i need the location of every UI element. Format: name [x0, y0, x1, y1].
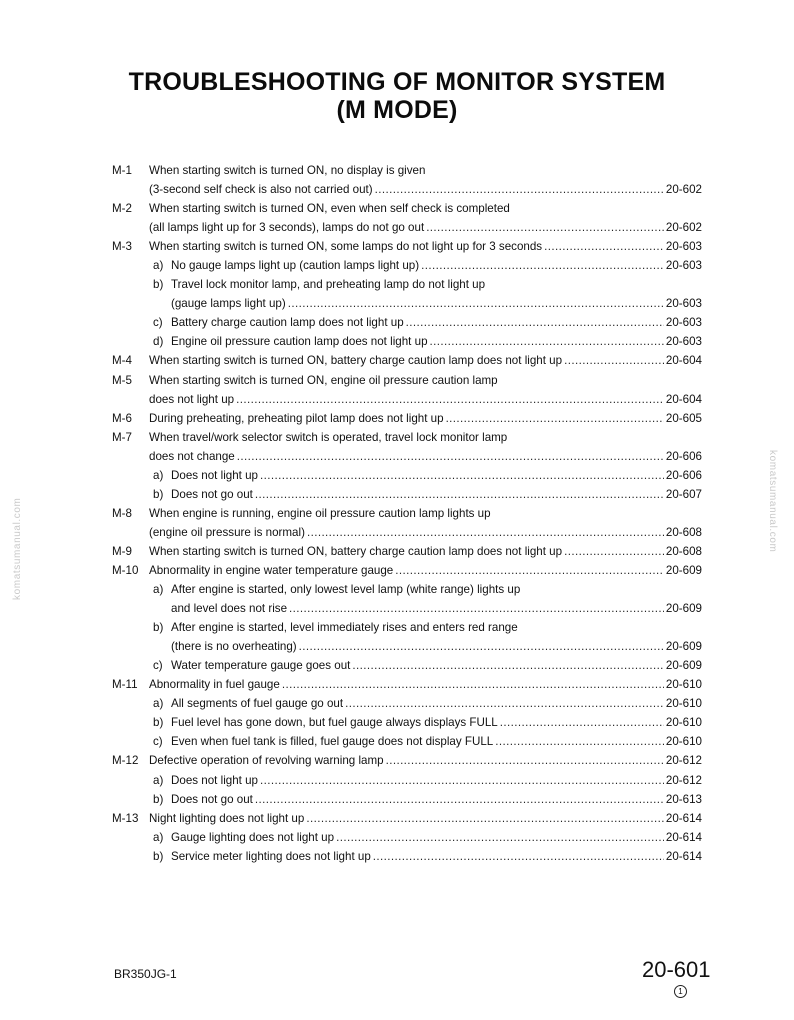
toc-item-label: b) — [153, 621, 164, 635]
toc-entry — [112, 161, 702, 180]
toc-page-ref: 20-603 — [665, 335, 702, 349]
toc-page-ref: 20-606 — [665, 468, 702, 482]
toc-text: When starting switch is turned ON, battery charge caution lamp does not light up — [149, 354, 563, 368]
toc-code: M-6 — [112, 411, 132, 425]
toc-entry — [112, 732, 702, 751]
toc-page-ref: 20-603 — [665, 316, 702, 330]
dot-leader — [255, 485, 664, 504]
dot-leader — [406, 313, 664, 332]
toc-page-ref: 20-612 — [665, 754, 702, 768]
toc-entry — [112, 466, 702, 485]
toc-item-label: b) — [153, 487, 164, 501]
toc-code: M-1 — [112, 164, 132, 177]
dot-leader — [430, 332, 664, 351]
toc-text: and level does not rise — [171, 602, 288, 616]
dot-leader — [288, 294, 664, 313]
toc-entry — [112, 523, 702, 542]
toc-item-label: b) — [153, 849, 164, 863]
toc-code: M-4 — [112, 354, 132, 368]
dot-leader — [345, 694, 664, 713]
toc-text: No gauge lamps light up (caution lamps light up) — [171, 259, 420, 273]
toc-page-ref: 20-613 — [665, 792, 702, 806]
dot-leader — [544, 237, 664, 256]
toc-code: M-3 — [112, 240, 132, 254]
toc-entry — [112, 428, 702, 447]
toc-page-ref: 20-609 — [665, 640, 702, 654]
toc-page-ref: 20-607 — [665, 487, 702, 501]
model-code: BR350JG-1 — [114, 967, 177, 981]
dot-leader — [237, 447, 664, 466]
toc-text: Engine oil pressure caution lamp does not light up — [171, 335, 428, 349]
toc-page-ref: 20-603 — [665, 240, 702, 254]
toc-text: Does not go out — [171, 487, 253, 501]
toc-page-ref: 20-610 — [665, 678, 702, 692]
watermark-right: komatsumanual.com — [767, 450, 778, 553]
toc-item-label: c) — [153, 735, 163, 749]
dot-leader — [260, 771, 664, 790]
dot-leader — [426, 218, 664, 237]
toc-page-ref: 20-602 — [665, 221, 702, 235]
toc-entry — [112, 294, 702, 313]
toc-text: When travel/work selector switch is operated, travel lock monitor lamp — [149, 430, 508, 444]
toc-entry — [112, 618, 702, 637]
toc-entry — [112, 313, 702, 332]
toc-text: Does not go out — [171, 792, 253, 806]
toc-text: Service meter lighting does not light up — [171, 849, 371, 863]
toc-page-ref: 20-605 — [665, 411, 702, 425]
dot-leader — [375, 180, 664, 199]
toc-code: M-10 — [112, 563, 139, 577]
toc-code: M-8 — [112, 506, 132, 520]
dot-leader — [336, 828, 664, 847]
toc-entry — [112, 256, 702, 275]
toc-entry — [112, 675, 702, 694]
dot-leader — [500, 713, 664, 732]
toc-text: After engine is started, level immediately rises and enters red range — [171, 621, 518, 635]
dot-leader — [307, 523, 664, 542]
toc-entry — [112, 218, 702, 237]
toc-text: When starting switch is turned ON, engine oil pressure caution lamp — [149, 373, 498, 387]
toc-text: Does not light up — [171, 773, 259, 787]
toc-text: Night lighting does not light up — [149, 811, 305, 825]
page-subtitle: (M MODE) — [336, 96, 458, 124]
toc-item-label: d) — [153, 335, 164, 349]
toc-entry — [112, 180, 702, 199]
toc-item-label: a) — [153, 259, 164, 273]
toc-entry — [112, 447, 702, 466]
toc-page-ref: 20-608 — [665, 544, 702, 558]
toc-text: Even when fuel tank is filled, fuel gauge does not display FULL — [171, 735, 494, 749]
toc-code: M-12 — [112, 754, 139, 768]
toc-item-label: b) — [153, 792, 164, 806]
toc-entry — [112, 751, 702, 770]
dot-leader — [495, 732, 664, 751]
toc-entry — [112, 847, 702, 866]
dot-leader — [289, 599, 664, 618]
toc-entry — [112, 637, 702, 656]
dot-leader — [255, 790, 664, 809]
toc-item-label: b) — [153, 716, 164, 730]
toc-entry — [112, 237, 702, 256]
toc-page-ref: 20-608 — [665, 525, 702, 539]
dot-leader — [395, 561, 664, 580]
toc-text: Gauge lighting does not light up — [171, 830, 335, 844]
toc-item-label: a) — [153, 830, 164, 844]
toc-item-label: c) — [153, 659, 163, 673]
toc-text: (all lamps light up for 3 seconds), lamps do not go out — [149, 221, 425, 235]
dot-leader — [236, 390, 664, 409]
toc-text: After engine is started, only lowest level lamp (white range) lights up — [171, 583, 521, 597]
toc-page-ref: 20-604 — [665, 392, 702, 406]
toc-code: M-7 — [112, 430, 132, 444]
toc-entry — [112, 694, 702, 713]
toc-entry — [112, 542, 702, 561]
toc-text: When starting switch is turned ON, battery charge caution lamp does not light up — [149, 544, 563, 558]
toc-page-ref: 20-610 — [665, 735, 702, 749]
dot-leader — [352, 656, 664, 675]
toc-page-ref: 20-612 — [665, 773, 702, 787]
toc-text: All segments of fuel gauge go out — [171, 697, 344, 711]
toc-text: does not change — [149, 449, 235, 463]
dot-leader — [564, 351, 664, 370]
toc-text: When starting switch is turned ON, even when self check is completed — [149, 202, 510, 216]
table-of-contents — [112, 161, 702, 866]
toc-text: Defective operation of revolving warning lamp — [149, 754, 384, 768]
toc-text: (gauge lamps light up) — [171, 297, 286, 311]
toc-page-ref: 20-609 — [665, 563, 702, 577]
toc-item-label: c) — [153, 316, 163, 330]
toc-text: Abnormality in engine water temperature gauge — [149, 563, 394, 577]
toc-item-label: a) — [153, 773, 164, 787]
toc-entry — [112, 199, 702, 218]
dot-leader — [299, 637, 664, 656]
toc-text: Travel lock monitor lamp, and preheating lamp do not light up — [171, 278, 486, 292]
page-number: 20-601 — [642, 957, 711, 982]
toc-text: Does not light up — [171, 468, 259, 482]
toc-entry — [112, 580, 702, 599]
toc-code: M-2 — [112, 202, 132, 216]
toc-item-label: b) — [153, 278, 164, 292]
toc-text: Water temperature gauge goes out — [171, 659, 351, 673]
toc-entry — [112, 371, 702, 390]
toc-code: M-9 — [112, 544, 132, 558]
toc-text: does not light up — [149, 392, 235, 406]
toc-entry — [112, 485, 702, 504]
toc-entry — [112, 561, 702, 580]
toc-page-ref: 20-603 — [665, 259, 702, 273]
toc-code: M-13 — [112, 811, 139, 825]
dot-leader — [260, 466, 664, 485]
toc-page-ref: 20-614 — [665, 830, 702, 844]
toc-entry — [112, 409, 702, 428]
dot-leader — [421, 256, 664, 275]
dot-leader — [306, 809, 664, 828]
toc-entry — [112, 771, 702, 790]
dot-leader — [282, 675, 664, 694]
toc-item-label: a) — [153, 697, 164, 711]
dot-leader — [386, 751, 664, 770]
toc-text: When starting switch is turned ON, no display is given — [149, 164, 426, 177]
toc-entry — [112, 504, 702, 523]
toc-page-ref: 20-606 — [665, 449, 702, 463]
toc-entry — [112, 713, 702, 732]
dot-leader — [446, 409, 664, 428]
toc-text: When starting switch is turned ON, some lamps do not light up for 3 seconds — [149, 240, 543, 254]
toc-text: (3-second self check is also not carried out) — [149, 183, 373, 197]
toc-text: Abnormality in fuel gauge — [149, 678, 280, 692]
toc-entry — [112, 599, 702, 618]
toc-page-ref: 20-609 — [665, 602, 702, 616]
toc-page-ref: 20-602 — [665, 183, 702, 197]
toc-page-ref: 20-614 — [665, 849, 702, 863]
dot-leader — [564, 542, 664, 561]
toc-entry — [112, 790, 702, 809]
watermark-left: komatsumanual.com — [12, 497, 23, 600]
revision-mark: 1 — [674, 985, 687, 998]
toc-text: (engine oil pressure is normal) — [149, 525, 305, 539]
dot-leader — [373, 847, 664, 866]
toc-page-ref: 20-610 — [665, 716, 702, 730]
toc-entry — [112, 656, 702, 675]
toc-page-ref: 20-610 — [665, 697, 702, 711]
toc-code: M-5 — [112, 373, 132, 387]
toc-entry — [112, 809, 702, 828]
toc-entry — [112, 351, 702, 370]
toc-item-label: a) — [153, 583, 164, 597]
toc-page-ref: 20-604 — [665, 354, 702, 368]
toc-entry — [112, 275, 702, 294]
toc-page-ref: 20-603 — [665, 297, 702, 311]
toc-text: Battery charge caution lamp does not light up — [171, 316, 404, 330]
toc-text: (there is no overheating) — [171, 640, 297, 654]
toc-text: During preheating, preheating pilot lamp does not light up — [149, 411, 444, 425]
toc-item-label: a) — [153, 468, 164, 482]
toc-entry — [112, 390, 702, 409]
toc-page-ref: 20-609 — [665, 659, 702, 673]
toc-text: Fuel level has gone down, but fuel gauge always displays FULL — [171, 716, 498, 730]
toc-entry — [112, 828, 702, 847]
toc-code: M-11 — [112, 678, 138, 692]
toc-text: When engine is running, engine oil pressure caution lamp lights up — [149, 506, 491, 520]
toc-entry — [112, 332, 702, 351]
page-title: TROUBLESHOOTING OF MONITOR SYSTEM — [128, 68, 666, 96]
toc-page-ref: 20-614 — [665, 811, 702, 825]
